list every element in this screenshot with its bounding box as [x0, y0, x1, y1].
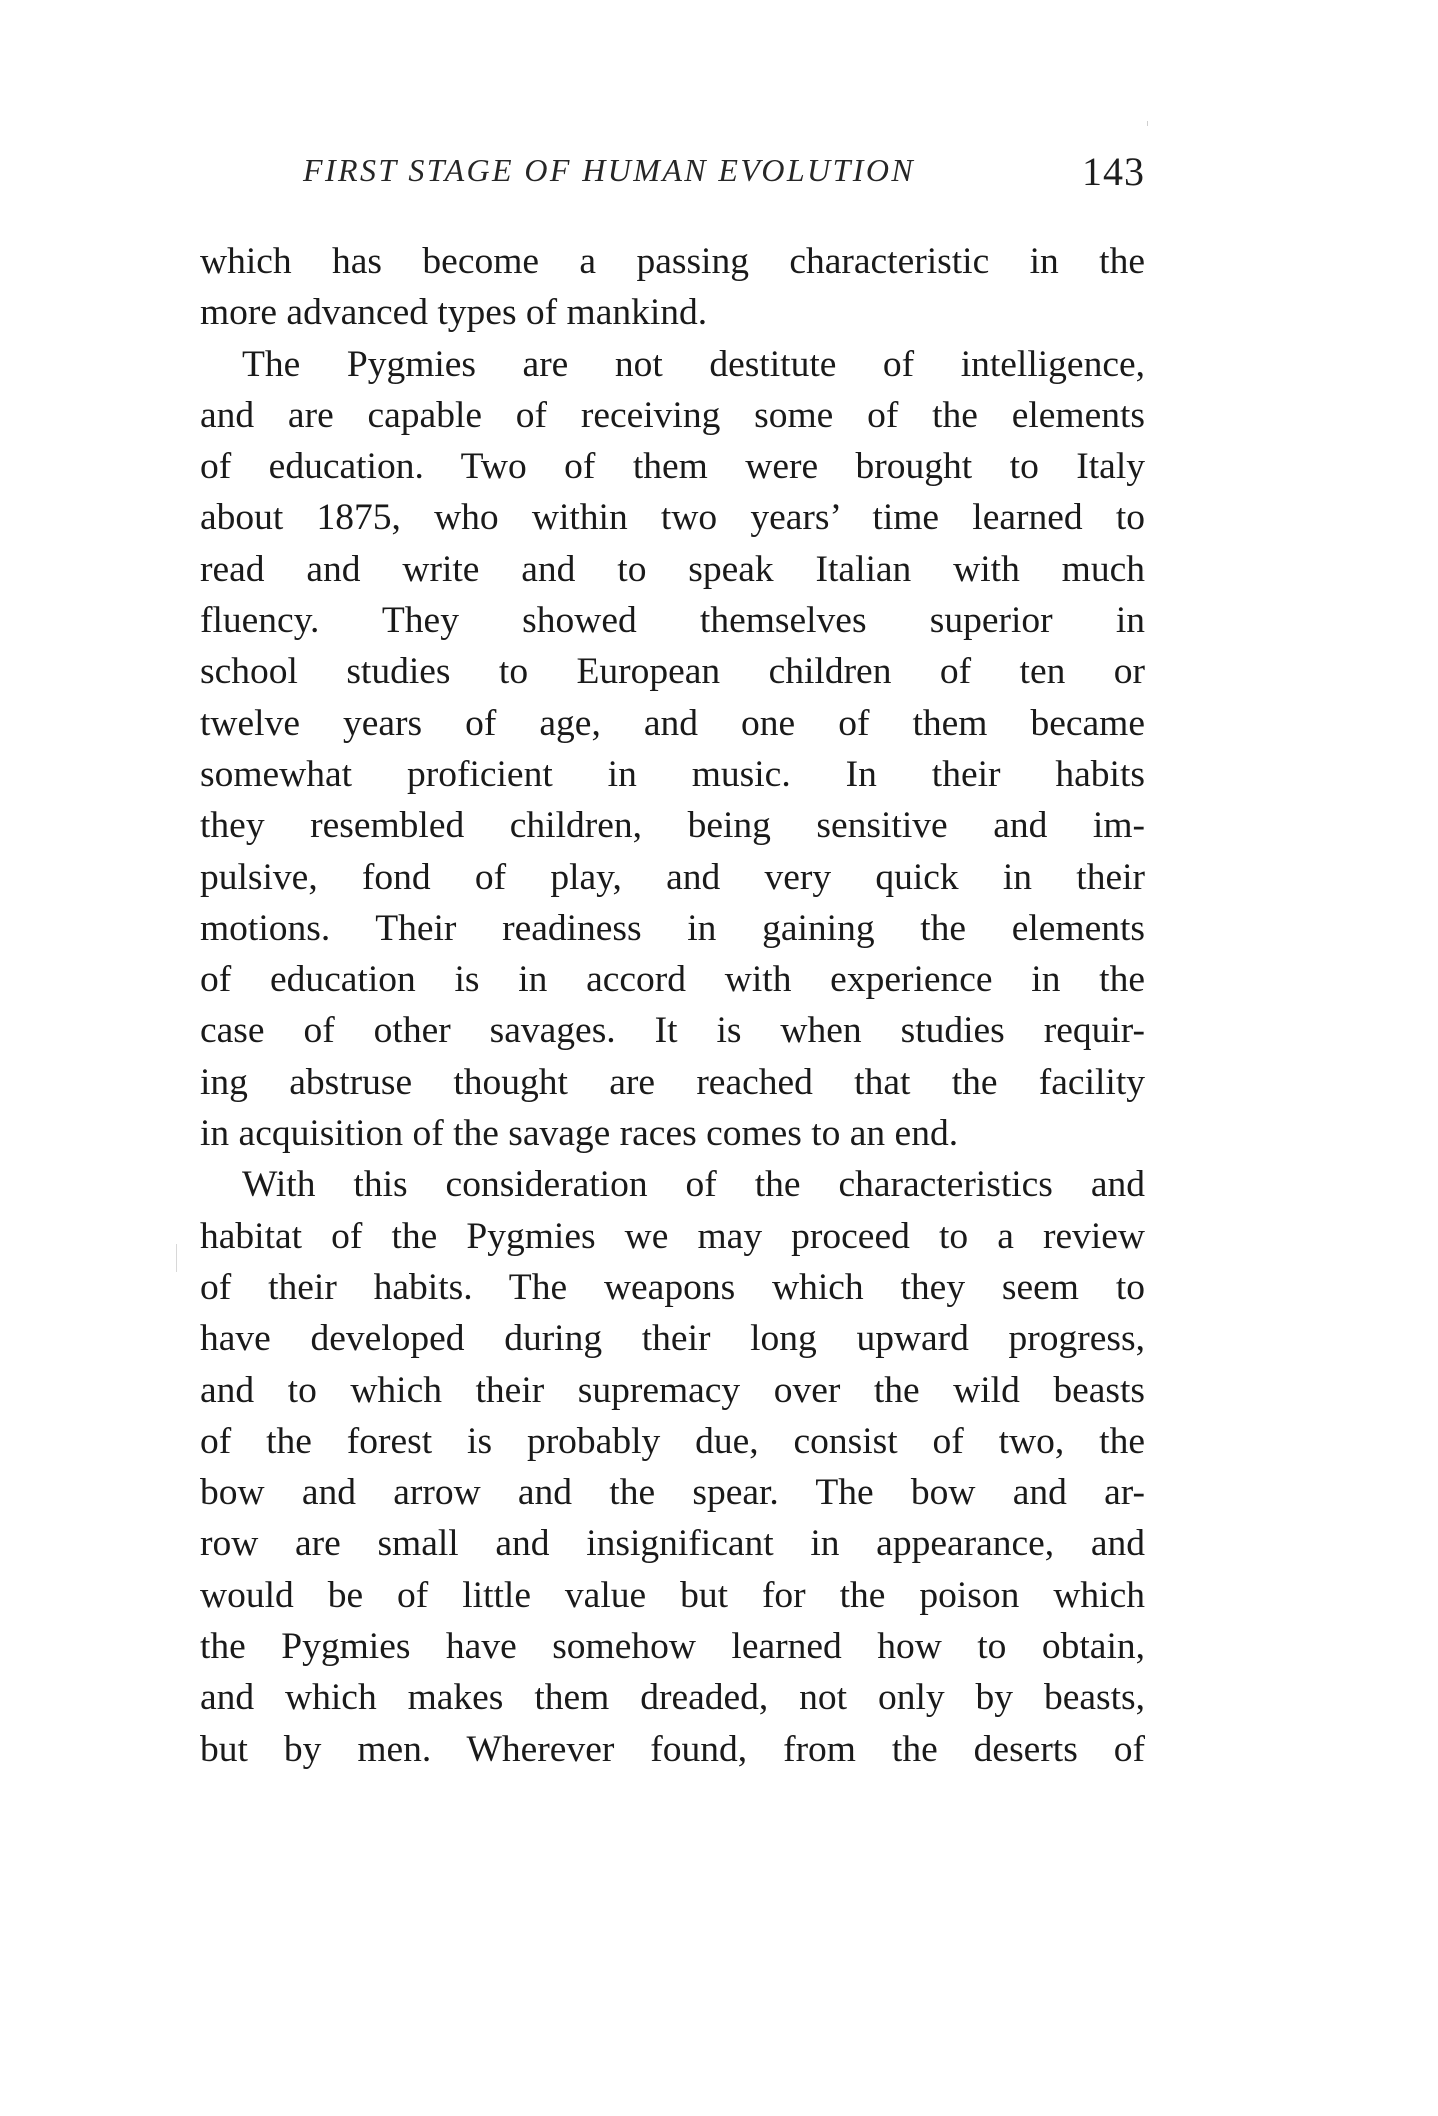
text-line: which has become a passing characteristic in the — [200, 241, 1145, 282]
text-line: With this consideration of the characteristics and — [242, 1164, 1145, 1206]
text-line: twelve years of age, and one of them became — [200, 702, 1145, 744]
text-line: The Pygmies are not destitute of intelligence, — [242, 343, 1145, 385]
text-line: ing abstruse thought are reached that the facility — [200, 1061, 1145, 1103]
text-line: and are capable of receiving some of the elements — [200, 394, 1145, 436]
text-line: bow and arrow and the spear. The bow and ar- — [200, 1472, 1145, 1514]
text-line: they resembled children, being sensitive and im- — [200, 805, 1145, 847]
text-line: habitat of the Pygmies we may proceed to a review — [200, 1215, 1145, 1257]
text-line: of education is in accord with experience in the — [200, 959, 1145, 1001]
text-line: but by men. Wherever found, from the deserts of — [200, 1728, 1145, 1770]
text-line: school studies to European children of ten or — [200, 651, 1145, 693]
text-line: of the forest is probably due, consist of two, the — [200, 1420, 1145, 1462]
text-line: row are small and insignificant in appearance, and — [200, 1523, 1145, 1565]
text-line: somewhat proficient in music. In their habits — [200, 753, 1145, 795]
print-mark — [176, 1244, 177, 1272]
text-line: have developed during their long upward progress, — [200, 1318, 1145, 1360]
text-line: fluency. They showed themselves superior in — [200, 600, 1145, 642]
text-line: and which makes them dreaded, not only by beasts, — [200, 1677, 1145, 1719]
text-line: read and write and to speak Italian with much — [200, 548, 1145, 590]
text-line: of their habits. The weapons which they seem to — [200, 1266, 1145, 1308]
text-line: of education. Two of them were brought to Italy — [200, 446, 1145, 488]
text-line: and to which their supremacy over the wild beasts — [200, 1369, 1145, 1411]
text-line: the Pygmies have somehow learned how to obtain, — [200, 1626, 1145, 1668]
text-line: in acquisition of the savage races comes to an end. — [200, 1113, 959, 1155]
text-line: motions. Their readiness in gaining the elements — [200, 907, 1145, 949]
text-line: would be of little value but for the poison which — [200, 1574, 1145, 1616]
body-text — [200, 236, 1145, 1775]
running-head — [200, 148, 1145, 200]
page-number: 143 — [1082, 149, 1145, 194]
print-mark — [1147, 121, 1148, 126]
running-title: FIRST STAGE OF HUMAN EVOLUTION — [303, 152, 916, 188]
text-line: case of other savages. It is when studies requir- — [200, 1010, 1145, 1052]
text-line: pulsive, fond of play, and very quick in their — [200, 856, 1145, 898]
text-line: about 1875, who within two years’ time learned to — [200, 497, 1145, 539]
text-line: more advanced types of mankind. — [200, 292, 708, 334]
